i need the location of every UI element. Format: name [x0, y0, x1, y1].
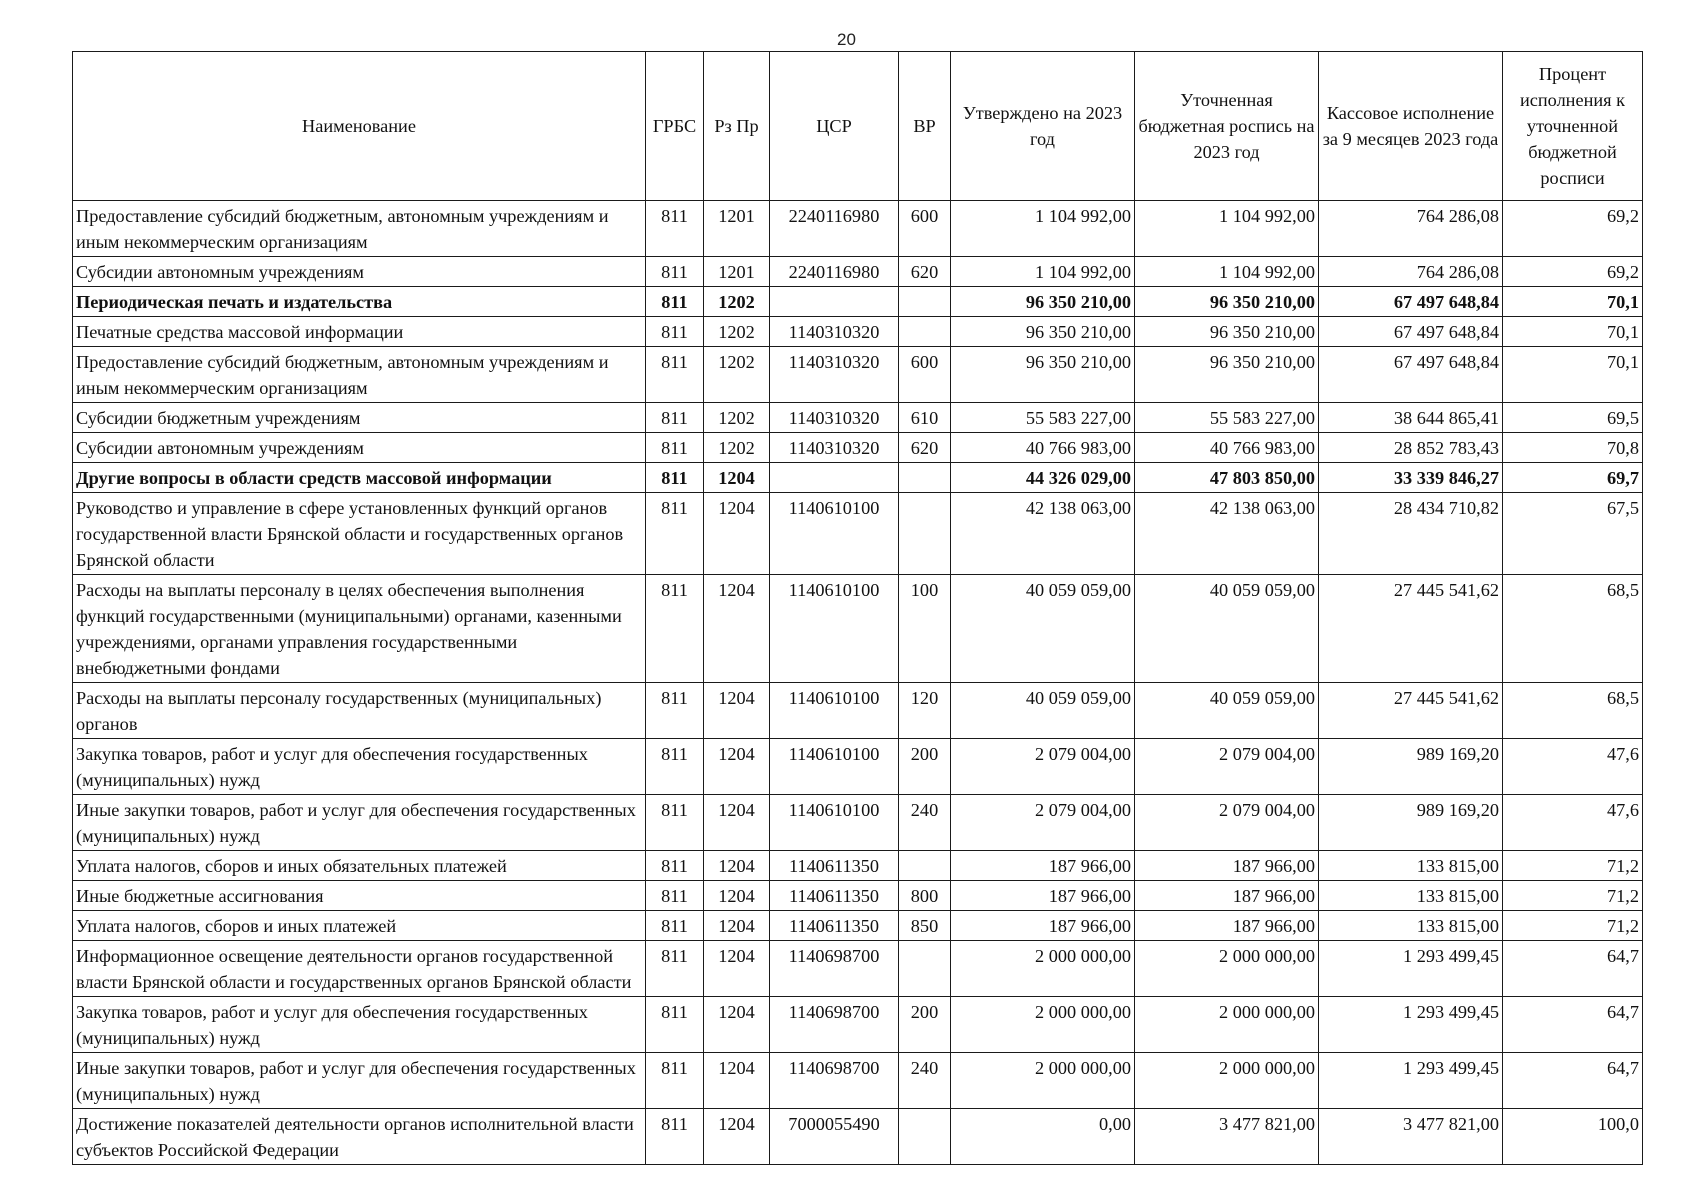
cell-approved: 40 059 059,00	[951, 683, 1135, 739]
cell-percent: 64,7	[1503, 1053, 1643, 1109]
cell-approved: 1 104 992,00	[951, 257, 1135, 287]
cell-approved: 0,00	[951, 1109, 1135, 1165]
cell-cash: 27 445 541,62	[1319, 575, 1503, 683]
cell-csr: 1140310320	[770, 403, 899, 433]
cell-name: Уплата налогов, сборов и иных платежей	[73, 911, 646, 941]
cell-grbs: 811	[646, 201, 704, 257]
cell-rzpr: 1204	[704, 739, 770, 795]
cell-percent: 64,7	[1503, 997, 1643, 1053]
table-row	[73, 433, 1643, 463]
cell-grbs: 811	[646, 851, 704, 881]
cell-cash: 67 497 648,84	[1319, 317, 1503, 347]
cell-percent: 47,6	[1503, 739, 1643, 795]
cell-rzpr: 1201	[704, 257, 770, 287]
cell-percent: 68,5	[1503, 683, 1643, 739]
cell-name: Расходы на выплаты персоналу государственных (муниципальных) органов	[73, 683, 646, 739]
cell-percent: 70,1	[1503, 317, 1643, 347]
cell-name: Периодическая печать и издательства	[73, 287, 646, 317]
cell-name: Уплата налогов, сборов и иных обязательных платежей	[73, 851, 646, 881]
cell-csr: 1140698700	[770, 997, 899, 1053]
cell-refined: 187 966,00	[1135, 911, 1319, 941]
cell-rzpr: 1204	[704, 941, 770, 997]
cell-cash: 67 497 648,84	[1319, 287, 1503, 317]
cell-percent: 69,7	[1503, 463, 1643, 493]
cell-grbs: 811	[646, 1109, 704, 1165]
cell-grbs: 811	[646, 403, 704, 433]
table-row	[73, 257, 1643, 287]
cell-grbs: 811	[646, 257, 704, 287]
cell-rzpr: 1202	[704, 403, 770, 433]
cell-vr: 240	[899, 795, 951, 851]
cell-vr: 620	[899, 433, 951, 463]
cell-name: Информационное освещение деятельности органов государственной власти Брянской области и государственных органов Брянской области	[73, 941, 646, 997]
cell-rzpr: 1204	[704, 997, 770, 1053]
cell-approved: 2 000 000,00	[951, 1053, 1135, 1109]
cell-grbs: 811	[646, 795, 704, 851]
cell-name: Субсидии автономным учреждениям	[73, 433, 646, 463]
cell-grbs: 811	[646, 575, 704, 683]
cell-approved: 40 059 059,00	[951, 575, 1135, 683]
cell-cash: 1 293 499,45	[1319, 997, 1503, 1053]
cell-refined: 42 138 063,00	[1135, 493, 1319, 575]
table-row	[73, 1053, 1643, 1109]
table-row	[73, 575, 1643, 683]
cell-vr: 850	[899, 911, 951, 941]
cell-grbs: 811	[646, 911, 704, 941]
cell-refined: 2 079 004,00	[1135, 795, 1319, 851]
cell-vr: 600	[899, 201, 951, 257]
cell-grbs: 811	[646, 317, 704, 347]
cell-percent: 100,0	[1503, 1109, 1643, 1165]
cell-rzpr: 1204	[704, 851, 770, 881]
cell-csr: 1140610100	[770, 575, 899, 683]
cell-csr: 1140611350	[770, 851, 899, 881]
cell-percent: 69,2	[1503, 201, 1643, 257]
cell-csr	[770, 463, 899, 493]
cell-refined: 2 000 000,00	[1135, 941, 1319, 997]
header-refined: Уточненная бюджетная роспись на 2023 год	[1135, 52, 1319, 201]
cell-approved: 2 000 000,00	[951, 941, 1135, 997]
cell-name: Расходы на выплаты персоналу в целях обеспечения выполнения функций государственными (муниципальными) органами, казенными учреждениями, органами управления государственными внебюджетными фондами	[73, 575, 646, 683]
cell-vr: 200	[899, 997, 951, 1053]
cell-name: Достижение показателей деятельности органов исполнительной власти субъектов Российской Федерации	[73, 1109, 646, 1165]
cell-vr	[899, 287, 951, 317]
cell-percent: 69,5	[1503, 403, 1643, 433]
table-row	[73, 795, 1643, 851]
cell-vr: 200	[899, 739, 951, 795]
cell-grbs: 811	[646, 881, 704, 911]
table-row	[73, 347, 1643, 403]
table-row	[73, 911, 1643, 941]
cell-grbs: 811	[646, 287, 704, 317]
table-row	[73, 739, 1643, 795]
cell-approved: 96 350 210,00	[951, 287, 1135, 317]
cell-rzpr: 1204	[704, 683, 770, 739]
cell-vr: 600	[899, 347, 951, 403]
cell-csr: 1140698700	[770, 1053, 899, 1109]
cell-approved: 40 766 983,00	[951, 433, 1135, 463]
cell-grbs: 811	[646, 941, 704, 997]
cell-percent: 67,5	[1503, 493, 1643, 575]
cell-vr: 120	[899, 683, 951, 739]
page-number: 20	[837, 30, 856, 49]
cell-vr	[899, 851, 951, 881]
table-row	[73, 941, 1643, 997]
header-vr: ВР	[899, 52, 951, 201]
cell-cash: 1 293 499,45	[1319, 941, 1503, 997]
cell-vr	[899, 941, 951, 997]
cell-cash: 1 293 499,45	[1319, 1053, 1503, 1109]
budget-execution-table	[72, 51, 1643, 1165]
cell-percent: 47,6	[1503, 795, 1643, 851]
cell-rzpr: 1204	[704, 575, 770, 683]
cell-csr: 1140610100	[770, 493, 899, 575]
cell-csr: 1140610100	[770, 683, 899, 739]
cell-vr	[899, 1109, 951, 1165]
cell-cash: 33 339 846,27	[1319, 463, 1503, 493]
cell-cash: 764 286,08	[1319, 201, 1503, 257]
cell-approved: 187 966,00	[951, 851, 1135, 881]
table-row	[73, 851, 1643, 881]
header-grbs: ГРБС	[646, 52, 704, 201]
cell-approved: 96 350 210,00	[951, 347, 1135, 403]
cell-refined: 187 966,00	[1135, 851, 1319, 881]
table-row	[73, 403, 1643, 433]
cell-rzpr: 1201	[704, 201, 770, 257]
header-rzpr: Рз Пр	[704, 52, 770, 201]
cell-approved: 42 138 063,00	[951, 493, 1135, 575]
cell-rzpr: 1202	[704, 317, 770, 347]
header-approved: Утверждено на 2023 год	[951, 52, 1135, 201]
cell-name: Субсидии автономным учреждениям	[73, 257, 646, 287]
cell-grbs: 811	[646, 463, 704, 493]
cell-cash: 133 815,00	[1319, 881, 1503, 911]
cell-cash: 27 445 541,62	[1319, 683, 1503, 739]
cell-rzpr: 1204	[704, 795, 770, 851]
cell-rzpr: 1202	[704, 287, 770, 317]
cell-vr	[899, 493, 951, 575]
table-row	[73, 881, 1643, 911]
cell-grbs: 811	[646, 493, 704, 575]
header-cash: Кассовое исполнение за 9 месяцев 2023 года	[1319, 52, 1503, 201]
cell-csr: 1140310320	[770, 433, 899, 463]
cell-vr: 800	[899, 881, 951, 911]
cell-csr: 1140611350	[770, 911, 899, 941]
cell-csr: 1140610100	[770, 739, 899, 795]
cell-csr: 1140698700	[770, 941, 899, 997]
cell-approved: 55 583 227,00	[951, 403, 1135, 433]
cell-refined: 40 059 059,00	[1135, 575, 1319, 683]
cell-approved: 187 966,00	[951, 881, 1135, 911]
cell-name: Закупка товаров, работ и услуг для обеспечения государственных (муниципальных) нужд	[73, 739, 646, 795]
cell-approved: 1 104 992,00	[951, 201, 1135, 257]
cell-percent: 68,5	[1503, 575, 1643, 683]
cell-cash: 28 852 783,43	[1319, 433, 1503, 463]
cell-rzpr: 1204	[704, 463, 770, 493]
table-row	[73, 201, 1643, 257]
cell-percent: 69,2	[1503, 257, 1643, 287]
cell-rzpr: 1204	[704, 493, 770, 575]
header-row	[73, 52, 1643, 201]
cell-cash: 989 169,20	[1319, 795, 1503, 851]
cell-approved: 2 079 004,00	[951, 739, 1135, 795]
table-row	[73, 997, 1643, 1053]
cell-name: Субсидии бюджетным учреждениям	[73, 403, 646, 433]
cell-vr	[899, 463, 951, 493]
cell-grbs: 811	[646, 683, 704, 739]
cell-name: Другие вопросы в области средств массовой информации	[73, 463, 646, 493]
cell-rzpr: 1202	[704, 347, 770, 403]
cell-name: Закупка товаров, работ и услуг для обеспечения государственных (муниципальных) нужд	[73, 997, 646, 1053]
cell-grbs: 811	[646, 433, 704, 463]
cell-name: Предоставление субсидий бюджетным, автономным учреждениям и иным некоммерческим организациям	[73, 201, 646, 257]
cell-csr: 1140310320	[770, 347, 899, 403]
cell-refined: 96 350 210,00	[1135, 347, 1319, 403]
cell-grbs: 811	[646, 739, 704, 795]
table-header	[73, 52, 1643, 201]
table-row	[73, 683, 1643, 739]
cell-refined: 96 350 210,00	[1135, 287, 1319, 317]
cell-percent: 64,7	[1503, 941, 1643, 997]
cell-name: Иные бюджетные ассигнования	[73, 881, 646, 911]
cell-percent: 70,1	[1503, 287, 1643, 317]
cell-name: Иные закупки товаров, работ и услуг для обеспечения государственных (муниципальных) нужд	[73, 795, 646, 851]
cell-csr: 1140611350	[770, 881, 899, 911]
cell-cash: 764 286,08	[1319, 257, 1503, 287]
table-body	[73, 201, 1643, 1165]
table-row-subtotal	[73, 287, 1643, 317]
cell-rzpr: 1204	[704, 1053, 770, 1109]
cell-name: Руководство и управление в сфере установленных функций органов государственной власти Брянской области и государственных органов Брянской области	[73, 493, 646, 575]
cell-percent: 70,8	[1503, 433, 1643, 463]
cell-refined: 2 000 000,00	[1135, 1053, 1319, 1109]
cell-grbs: 811	[646, 347, 704, 403]
cell-csr: 1140310320	[770, 317, 899, 347]
cell-grbs: 811	[646, 1053, 704, 1109]
cell-approved: 2 000 000,00	[951, 997, 1135, 1053]
cell-approved: 2 079 004,00	[951, 795, 1135, 851]
cell-csr: 1140610100	[770, 795, 899, 851]
cell-cash: 28 434 710,82	[1319, 493, 1503, 575]
cell-approved: 44 326 029,00	[951, 463, 1135, 493]
cell-percent: 70,1	[1503, 347, 1643, 403]
cell-vr: 240	[899, 1053, 951, 1109]
cell-rzpr: 1202	[704, 433, 770, 463]
cell-percent: 71,2	[1503, 911, 1643, 941]
cell-name: Предоставление субсидий бюджетным, автономным учреждениям и иным некоммерческим организациям	[73, 347, 646, 403]
cell-csr: 2240116980	[770, 257, 899, 287]
table-row	[73, 1109, 1643, 1165]
cell-approved: 96 350 210,00	[951, 317, 1135, 347]
cell-refined: 40 766 983,00	[1135, 433, 1319, 463]
cell-refined: 2 000 000,00	[1135, 997, 1319, 1053]
cell-vr: 610	[899, 403, 951, 433]
table-row-subtotal	[73, 463, 1643, 493]
cell-refined: 1 104 992,00	[1135, 201, 1319, 257]
cell-csr: 2240116980	[770, 201, 899, 257]
cell-refined: 47 803 850,00	[1135, 463, 1319, 493]
cell-refined: 187 966,00	[1135, 881, 1319, 911]
cell-refined: 2 079 004,00	[1135, 739, 1319, 795]
cell-name: Иные закупки товаров, работ и услуг для обеспечения государственных (муниципальных) нужд	[73, 1053, 646, 1109]
cell-cash: 38 644 865,41	[1319, 403, 1503, 433]
cell-cash: 133 815,00	[1319, 911, 1503, 941]
cell-csr: 7000055490	[770, 1109, 899, 1165]
cell-rzpr: 1204	[704, 1109, 770, 1165]
cell-approved: 187 966,00	[951, 911, 1135, 941]
cell-cash: 3 477 821,00	[1319, 1109, 1503, 1165]
cell-refined: 3 477 821,00	[1135, 1109, 1319, 1165]
cell-vr: 620	[899, 257, 951, 287]
cell-rzpr: 1204	[704, 911, 770, 941]
header-name: Наименование	[73, 52, 646, 201]
cell-grbs: 811	[646, 997, 704, 1053]
cell-cash: 67 497 648,84	[1319, 347, 1503, 403]
cell-cash: 133 815,00	[1319, 851, 1503, 881]
cell-vr	[899, 317, 951, 347]
header-csr: ЦСР	[770, 52, 899, 201]
cell-vr: 100	[899, 575, 951, 683]
cell-refined: 55 583 227,00	[1135, 403, 1319, 433]
cell-name: Печатные средства массовой информации	[73, 317, 646, 347]
cell-rzpr: 1204	[704, 881, 770, 911]
cell-percent: 71,2	[1503, 851, 1643, 881]
cell-cash: 989 169,20	[1319, 739, 1503, 795]
header-percent: Процент исполнения к уточненной бюджетной росписи	[1503, 52, 1643, 201]
cell-refined: 1 104 992,00	[1135, 257, 1319, 287]
cell-csr	[770, 287, 899, 317]
table-row	[73, 317, 1643, 347]
cell-percent: 71,2	[1503, 881, 1643, 911]
cell-refined: 96 350 210,00	[1135, 317, 1319, 347]
cell-refined: 40 059 059,00	[1135, 683, 1319, 739]
table-row	[73, 493, 1643, 575]
